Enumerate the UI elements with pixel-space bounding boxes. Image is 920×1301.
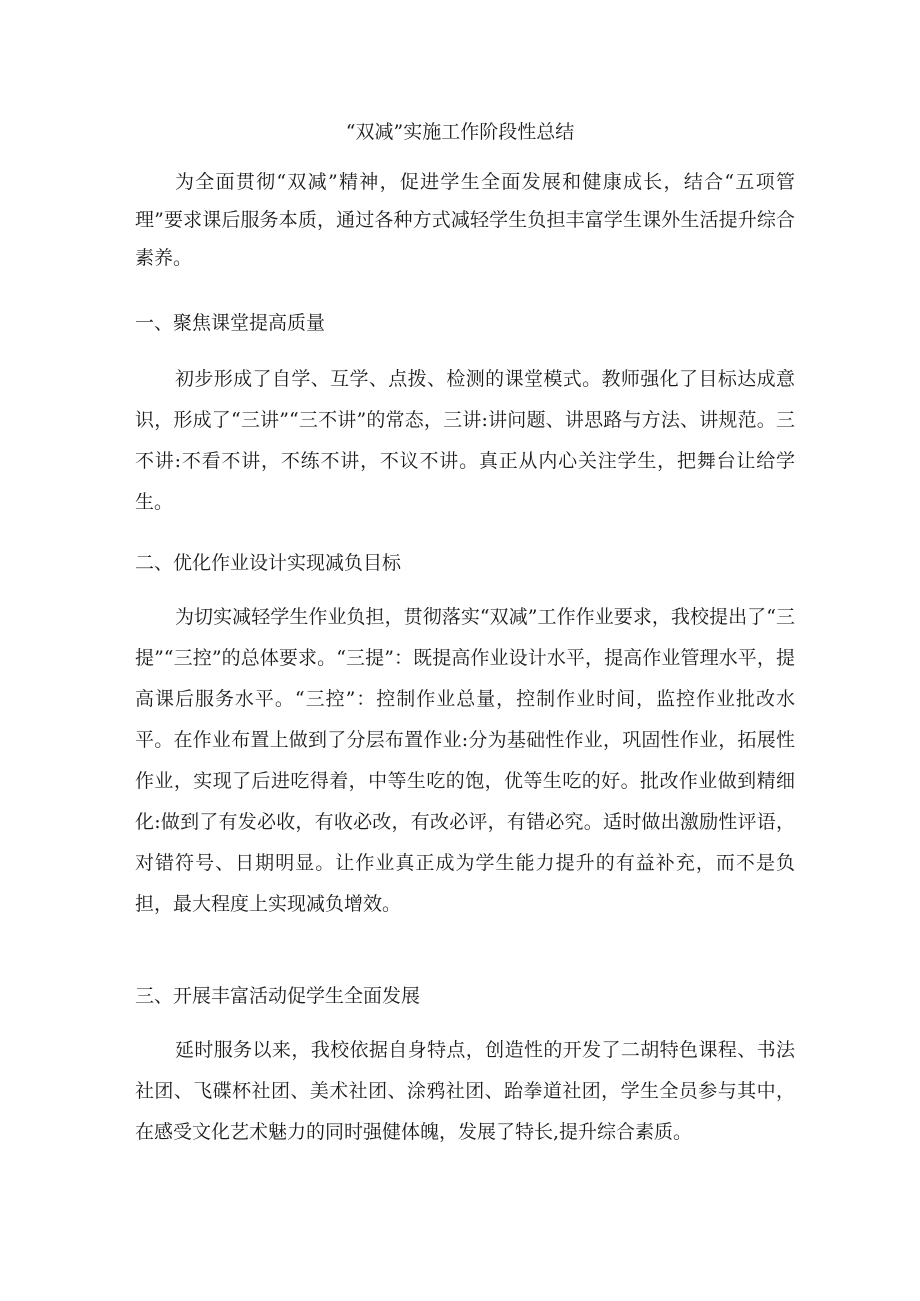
page-title: “双减”实施工作阶段性总结 [345, 121, 575, 143]
intro-paragraph: 为全面贯彻“双减”精神，促进学生全面发展和健康成长，结合“五项管理”要求课后服务本质，通过各种方式减轻学生负担丰富学生课外生活提升综合素养。 [135, 171, 795, 269]
section-heading-2: 二、优化作业设计实现减负目标 [135, 552, 402, 574]
section-body-3: 延时服务以来，我校依据自身特点，创造性的开发了二胡特色课程、书法社团、飞碟杯社团、美术社团、涂鸦社团、跆拳道社团，学生全员参与其中，在感受文化艺术魅力的同时强健体魄，发展了特长,提升综合素质。 [135, 1039, 795, 1143]
section-heading-1: 一、聚焦课堂提高质量 [135, 312, 326, 334]
section-body-2: 为切实减轻学生作业负担，贯彻落实“双减”工作作业要求，我校提出了“三提”“三控”的总体要求。“三提”：既提高作业设计水平，提高作业管理水平，提高课后服务水平。“三控”：控制作业总量，控制作业时间，监控作业批改水平。在作业布置上做到了分层布置作业:分为基础性作业，巩固性作业，拓展性作业，实现了后进吃得着，中等生吃的饱，优等生吃的好。批改作业做到精细化:做到了有发必收，有收必改，有改必评，有错必究。适时做出激励性评语，对错符号、日期明显。让作业真正成为学生能力提升的有益补充，而不是负担，最大程度上实现减负增效。 [135, 606, 795, 915]
section-heading-3: 三、开展丰富活动促学生全面发展 [135, 985, 421, 1007]
section-body-1: 初步形成了自学、互学、点拨、检测的课堂模式。教师强化了目标达成意识，形成了“三讲”“三不讲”的常态，三讲:讲问题、讲思路与方法、讲规范。三不讲:不看不讲，不练不讲，不议不讲。真正从内心关注学生，把舞台让给学生。 [135, 368, 795, 513]
